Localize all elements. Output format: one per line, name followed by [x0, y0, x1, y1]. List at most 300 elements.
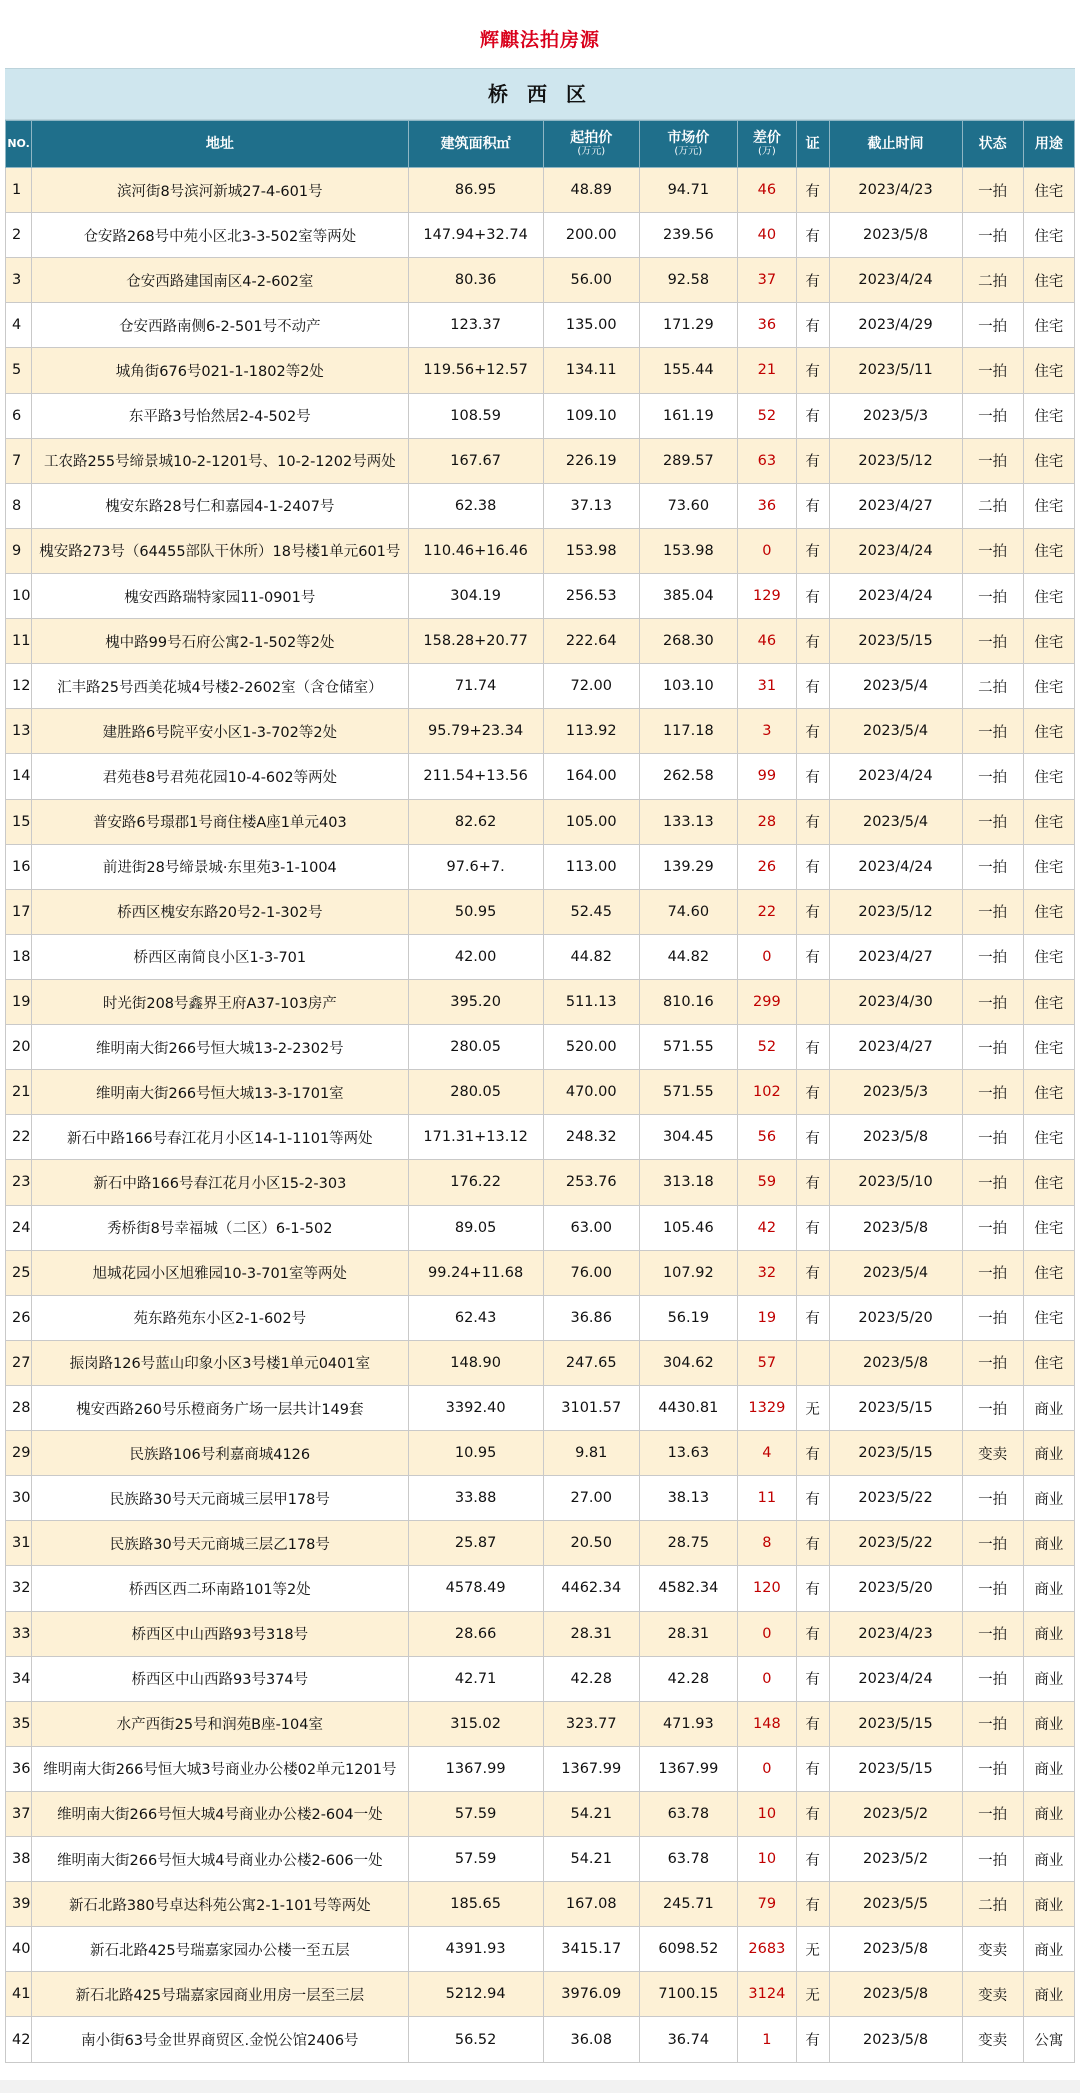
- area-cell: 123.37: [408, 303, 543, 348]
- deadline-cell: 2023/4/29: [829, 303, 962, 348]
- cert-cell: 有: [796, 1791, 829, 1836]
- table-row: [6, 348, 1075, 393]
- diff-cell: 10: [737, 1837, 796, 1882]
- deadline-cell: 2023/5/10: [829, 1160, 962, 1205]
- row-number: 3: [6, 258, 32, 303]
- market-price-cell: 4582.34: [639, 1566, 737, 1611]
- table-row: [6, 1521, 1075, 1566]
- address-cell: 工农路255号缔景城10-2-1201号、10-2-1202号两处: [32, 438, 408, 483]
- status-cell: 一拍: [962, 709, 1023, 754]
- usage-cell: 住宅: [1023, 664, 1074, 709]
- status-cell: 一拍: [962, 1746, 1023, 1791]
- usage-cell: 商业: [1023, 1656, 1074, 1701]
- deadline-cell: 2023/4/23: [829, 1611, 962, 1656]
- row-number: 2: [6, 213, 32, 258]
- table-row: [6, 1295, 1075, 1340]
- usage-cell: 商业: [1023, 1927, 1074, 1972]
- address-cell: 水产西街25号和润苑B座-104室: [32, 1701, 408, 1746]
- diff-cell: 52: [737, 393, 796, 438]
- address-cell: 普安路6号璟郡1号商住楼A座1单元403: [32, 799, 408, 844]
- market-price-cell: 44.82: [639, 934, 737, 979]
- usage-cell: 商业: [1023, 1521, 1074, 1566]
- row-number: 38: [6, 1837, 32, 1882]
- table-row: [6, 1340, 1075, 1385]
- deadline-cell: 2023/4/24: [829, 258, 962, 303]
- diff-cell: 26: [737, 844, 796, 889]
- status-cell: 一拍: [962, 889, 1023, 934]
- market-price-cell: 36.74: [639, 2017, 737, 2062]
- address-cell: 君苑巷8号君苑花园10-4-602等两处: [32, 754, 408, 799]
- usage-cell: 住宅: [1023, 1115, 1074, 1160]
- diff-cell: 57: [737, 1340, 796, 1385]
- market-price-cell: 313.18: [639, 1160, 737, 1205]
- address-cell: 维明南大街266号恒大城13-3-1701室: [32, 1070, 408, 1115]
- diff-cell: 1: [737, 2017, 796, 2062]
- usage-cell: 住宅: [1023, 528, 1074, 573]
- diff-cell: 40: [737, 213, 796, 258]
- cert-cell: 有: [796, 1611, 829, 1656]
- area-cell: 1367.99: [408, 1746, 543, 1791]
- address-cell: 维明南大街266号恒大城3号商业办公楼02单元1201号: [32, 1746, 408, 1791]
- area-cell: 4578.49: [408, 1566, 543, 1611]
- start-price-cell: 54.21: [543, 1791, 639, 1836]
- table-row: [6, 573, 1075, 618]
- usage-cell: 商业: [1023, 1385, 1074, 1430]
- cert-cell: 有: [796, 1025, 829, 1070]
- deadline-cell: 2023/5/12: [829, 889, 962, 934]
- market-price-cell: 245.71: [639, 1882, 737, 1927]
- cert-cell: 无: [796, 1385, 829, 1430]
- status-cell: 一拍: [962, 1295, 1023, 1340]
- deadline-cell: 2023/5/20: [829, 1295, 962, 1340]
- diff-cell: 129: [737, 573, 796, 618]
- usage-cell: 住宅: [1023, 168, 1074, 213]
- diff-cell: 79: [737, 1882, 796, 1927]
- listing-table: [5, 120, 1075, 2063]
- area-cell: 71.74: [408, 664, 543, 709]
- cert-cell: 有: [796, 168, 829, 213]
- deadline-cell: 2023/5/4: [829, 799, 962, 844]
- usage-cell: 住宅: [1023, 1250, 1074, 1295]
- market-price-cell: 571.55: [639, 1025, 737, 1070]
- diff-cell: 120: [737, 1566, 796, 1611]
- usage-cell: 商业: [1023, 1701, 1074, 1746]
- table-row: [6, 303, 1075, 348]
- deadline-cell: 2023/5/8: [829, 2017, 962, 2062]
- area-cell: 28.66: [408, 1611, 543, 1656]
- area-cell: 25.87: [408, 1521, 543, 1566]
- cert-cell: 有: [796, 1476, 829, 1521]
- cert-cell: 有: [796, 844, 829, 889]
- cert-cell: 有: [796, 1295, 829, 1340]
- area-cell: 57.59: [408, 1791, 543, 1836]
- usage-cell: 住宅: [1023, 799, 1074, 844]
- table-row: [6, 799, 1075, 844]
- table-row: [6, 1250, 1075, 1295]
- cert-cell: 有: [796, 2017, 829, 2062]
- diff-cell: 0: [737, 934, 796, 979]
- address-cell: 城角街676号021-1-1802等2处: [32, 348, 408, 393]
- row-number: 1: [6, 168, 32, 213]
- row-number: 24: [6, 1205, 32, 1250]
- row-number: 26: [6, 1295, 32, 1340]
- start-price-cell: 253.76: [543, 1160, 639, 1205]
- address-cell: 维明南大街266号恒大城4号商业办公楼2-606一处: [32, 1837, 408, 1882]
- col-cert: 证: [796, 121, 829, 168]
- row-number: 30: [6, 1476, 32, 1521]
- row-number: 28: [6, 1385, 32, 1430]
- area-cell: 95.79+23.34: [408, 709, 543, 754]
- status-cell: 一拍: [962, 979, 1023, 1024]
- district-header: 桥 西 区: [5, 68, 1075, 120]
- address-cell: 汇丰路25号西美花城4号楼2-2602室（含仓储室）: [32, 664, 408, 709]
- table-row: [6, 1070, 1075, 1115]
- table-row: [6, 709, 1075, 754]
- area-cell: 89.05: [408, 1205, 543, 1250]
- diff-cell: 1329: [737, 1385, 796, 1430]
- address-cell: 桥西区西二环南路101等2处: [32, 1566, 408, 1611]
- usage-cell: 商业: [1023, 1566, 1074, 1611]
- market-price-cell: 103.10: [639, 664, 737, 709]
- start-price-cell: 248.32: [543, 1115, 639, 1160]
- area-cell: 62.43: [408, 1295, 543, 1340]
- status-cell: 变卖: [962, 1972, 1023, 2017]
- status-cell: 一拍: [962, 1340, 1023, 1385]
- col-area: 建筑面积㎡: [408, 121, 543, 168]
- table-row: [6, 1385, 1075, 1430]
- col-start-price: 起拍价 (万元): [543, 121, 639, 168]
- deadline-cell: 2023/4/27: [829, 1025, 962, 1070]
- start-price-cell: 52.45: [543, 889, 639, 934]
- cert-cell: 有: [796, 1882, 829, 1927]
- address-cell: 建胜路6号院平安小区1-3-702等2处: [32, 709, 408, 754]
- start-price-cell: 54.21: [543, 1837, 639, 1882]
- row-number: 35: [6, 1701, 32, 1746]
- usage-cell: 住宅: [1023, 754, 1074, 799]
- row-number: 9: [6, 528, 32, 573]
- diff-cell: 42: [737, 1205, 796, 1250]
- usage-cell: 住宅: [1023, 438, 1074, 483]
- market-price-cell: 289.57: [639, 438, 737, 483]
- cert-cell: 有: [796, 348, 829, 393]
- deadline-cell: 2023/5/15: [829, 1701, 962, 1746]
- start-price-cell: 247.65: [543, 1340, 639, 1385]
- status-cell: 一拍: [962, 1205, 1023, 1250]
- start-price-cell: 28.31: [543, 1611, 639, 1656]
- start-price-cell: 113.00: [543, 844, 639, 889]
- area-cell: 50.95: [408, 889, 543, 934]
- deadline-cell: 2023/5/8: [829, 1205, 962, 1250]
- deadline-cell: 2023/4/24: [829, 573, 962, 618]
- usage-cell: 住宅: [1023, 844, 1074, 889]
- col-market-price: 市场价 (万元): [639, 121, 737, 168]
- address-cell: 民族路106号利嘉商城4126: [32, 1431, 408, 1476]
- col-diff: 差价 (万): [737, 121, 796, 168]
- area-cell: 315.02: [408, 1701, 543, 1746]
- row-number: 10: [6, 573, 32, 618]
- diff-cell: 37: [737, 258, 796, 303]
- row-number: 21: [6, 1070, 32, 1115]
- table-row: [6, 844, 1075, 889]
- status-cell: 一拍: [962, 303, 1023, 348]
- status-cell: 一拍: [962, 1566, 1023, 1611]
- status-cell: 一拍: [962, 619, 1023, 664]
- market-price-cell: 105.46: [639, 1205, 737, 1250]
- row-number: 33: [6, 1611, 32, 1656]
- usage-cell: 住宅: [1023, 934, 1074, 979]
- row-number: 16: [6, 844, 32, 889]
- diff-cell: 299: [737, 979, 796, 1024]
- status-cell: 一拍: [962, 528, 1023, 573]
- cert-cell: 有: [796, 1431, 829, 1476]
- cert-cell: 有: [796, 303, 829, 348]
- status-cell: 一拍: [962, 844, 1023, 889]
- status-cell: 变卖: [962, 1927, 1023, 1972]
- diff-cell: 148: [737, 1701, 796, 1746]
- usage-cell: 住宅: [1023, 709, 1074, 754]
- cert-cell: 有: [796, 1837, 829, 1882]
- market-price-cell: 471.93: [639, 1701, 737, 1746]
- market-price-cell: 153.98: [639, 528, 737, 573]
- status-cell: 二拍: [962, 1882, 1023, 1927]
- page-title: 辉麒法拍房源: [5, 0, 1075, 68]
- status-cell: 一拍: [962, 168, 1023, 213]
- start-price-cell: 200.00: [543, 213, 639, 258]
- table-body: [6, 168, 1075, 2063]
- row-number: 14: [6, 754, 32, 799]
- address-cell: 桥西区槐安东路20号2-1-302号: [32, 889, 408, 934]
- address-cell: 槐安西路瑞特家园11-0901号: [32, 573, 408, 618]
- diff-cell: 31: [737, 664, 796, 709]
- table-row: [6, 1115, 1075, 1160]
- table-row: [6, 1701, 1075, 1746]
- area-cell: 280.05: [408, 1025, 543, 1070]
- usage-cell: 住宅: [1023, 213, 1074, 258]
- usage-cell: 住宅: [1023, 258, 1074, 303]
- status-cell: 一拍: [962, 1611, 1023, 1656]
- start-price-cell: 63.00: [543, 1205, 639, 1250]
- usage-cell: 住宅: [1023, 979, 1074, 1024]
- table-row: [6, 1160, 1075, 1205]
- deadline-cell: 2023/5/4: [829, 709, 962, 754]
- address-cell: 秀桥街8号幸福城（二区）6-1-502: [32, 1205, 408, 1250]
- deadline-cell: 2023/4/24: [829, 754, 962, 799]
- usage-cell: 住宅: [1023, 348, 1074, 393]
- deadline-cell: 2023/4/27: [829, 483, 962, 528]
- area-cell: 33.88: [408, 1476, 543, 1521]
- diff-cell: 102: [737, 1070, 796, 1115]
- table-row: [6, 1205, 1075, 1250]
- row-number: 12: [6, 664, 32, 709]
- start-price-cell: 36.08: [543, 2017, 639, 2062]
- table-row: [6, 393, 1075, 438]
- col-status: 状态: [962, 121, 1023, 168]
- diff-cell: 3: [737, 709, 796, 754]
- usage-cell: 商业: [1023, 1476, 1074, 1521]
- deadline-cell: 2023/5/4: [829, 1250, 962, 1295]
- table-row: [6, 1431, 1075, 1476]
- area-cell: 42.71: [408, 1656, 543, 1701]
- status-cell: 一拍: [962, 754, 1023, 799]
- start-price-cell: 37.13: [543, 483, 639, 528]
- table-row: [6, 1746, 1075, 1791]
- market-price-cell: 28.75: [639, 1521, 737, 1566]
- deadline-cell: 2023/5/2: [829, 1837, 962, 1882]
- deadline-cell: 2023/5/22: [829, 1476, 962, 1521]
- deadline-cell: 2023/5/2: [829, 1791, 962, 1836]
- row-number: 8: [6, 483, 32, 528]
- area-cell: 211.54+13.56: [408, 754, 543, 799]
- diff-cell: 99: [737, 754, 796, 799]
- address-cell: 仓安西路建国南区4-2-602室: [32, 258, 408, 303]
- deadline-cell: 2023/5/15: [829, 619, 962, 664]
- market-price-cell: 385.04: [639, 573, 737, 618]
- table-row: [6, 1025, 1075, 1070]
- diff-cell: 4: [737, 1431, 796, 1476]
- row-number: 19: [6, 979, 32, 1024]
- usage-cell: 住宅: [1023, 1295, 1074, 1340]
- cert-cell: 有: [796, 889, 829, 934]
- market-price-cell: 28.31: [639, 1611, 737, 1656]
- status-cell: 一拍: [962, 1025, 1023, 1070]
- usage-cell: 住宅: [1023, 1025, 1074, 1070]
- cert-cell: 有: [796, 1656, 829, 1701]
- diff-cell: 0: [737, 1656, 796, 1701]
- row-number: 5: [6, 348, 32, 393]
- usage-cell: 商业: [1023, 1972, 1074, 2017]
- deadline-cell: 2023/4/24: [829, 844, 962, 889]
- address-cell: 槐中路99号石府公寓2-1-502等2处: [32, 619, 408, 664]
- status-cell: 一拍: [962, 1070, 1023, 1115]
- market-price-cell: 304.45: [639, 1115, 737, 1160]
- area-cell: 167.67: [408, 438, 543, 483]
- usage-cell: 商业: [1023, 1837, 1074, 1882]
- area-cell: 42.00: [408, 934, 543, 979]
- start-price-cell: 36.86: [543, 1295, 639, 1340]
- cert-cell: 有: [796, 1521, 829, 1566]
- usage-cell: 商业: [1023, 1791, 1074, 1836]
- status-cell: 一拍: [962, 1160, 1023, 1205]
- market-price-cell: 4430.81: [639, 1385, 737, 1430]
- deadline-cell: 2023/5/15: [829, 1385, 962, 1430]
- market-price-cell: 1367.99: [639, 1746, 737, 1791]
- cert-cell: 有: [796, 393, 829, 438]
- deadline-cell: 2023/5/8: [829, 1927, 962, 1972]
- start-price-cell: 3415.17: [543, 1927, 639, 1972]
- start-price-cell: 470.00: [543, 1070, 639, 1115]
- deadline-cell: 2023/4/30: [829, 979, 962, 1024]
- usage-cell: 商业: [1023, 1611, 1074, 1656]
- row-number: 25: [6, 1250, 32, 1295]
- status-cell: 二拍: [962, 664, 1023, 709]
- start-price-cell: 42.28: [543, 1656, 639, 1701]
- address-cell: 新石北路380号卓达科苑公寓2-1-101号等两处: [32, 1882, 408, 1927]
- deadline-cell: 2023/4/24: [829, 1656, 962, 1701]
- cert-cell: 有: [796, 1205, 829, 1250]
- status-cell: 一拍: [962, 1656, 1023, 1701]
- diff-cell: 0: [737, 1611, 796, 1656]
- cert-cell: 有: [796, 1115, 829, 1160]
- diff-cell: 46: [737, 619, 796, 664]
- col-no: NO.: [6, 121, 32, 168]
- deadline-cell: 2023/5/8: [829, 213, 962, 258]
- cert-cell: 有: [796, 528, 829, 573]
- market-price-cell: 56.19: [639, 1295, 737, 1340]
- deadline-cell: 2023/5/15: [829, 1746, 962, 1791]
- row-number: 31: [6, 1521, 32, 1566]
- area-cell: 62.38: [408, 483, 543, 528]
- diff-cell: 2683: [737, 1927, 796, 1972]
- start-price-cell: 109.10: [543, 393, 639, 438]
- market-price-cell: 6098.52: [639, 1927, 737, 1972]
- start-price-cell: 3976.09: [543, 1972, 639, 2017]
- table-row: [6, 619, 1075, 664]
- area-cell: 280.05: [408, 1070, 543, 1115]
- status-cell: 一拍: [962, 573, 1023, 618]
- start-price-cell: 153.98: [543, 528, 639, 573]
- table-row: [6, 168, 1075, 213]
- market-price-cell: 63.78: [639, 1791, 737, 1836]
- table-row: [6, 483, 1075, 528]
- cert-cell: 有: [796, 934, 829, 979]
- start-price-cell: 256.53: [543, 573, 639, 618]
- address-cell: 维明南大街266号恒大城13-2-2302号: [32, 1025, 408, 1070]
- row-number: 32: [6, 1566, 32, 1611]
- table-row: [6, 258, 1075, 303]
- status-cell: 一拍: [962, 213, 1023, 258]
- table-row: [6, 438, 1075, 483]
- address-cell: 振岗路126号蓝山印象小区3号楼1单元0401室: [32, 1340, 408, 1385]
- status-cell: 一拍: [962, 934, 1023, 979]
- cert-cell: 有: [796, 1160, 829, 1205]
- listing-sheet: [5, 0, 1075, 2063]
- row-number: 18: [6, 934, 32, 979]
- diff-cell: 22: [737, 889, 796, 934]
- area-cell: 148.90: [408, 1340, 543, 1385]
- address-cell: 桥西区中山西路93号318号: [32, 1611, 408, 1656]
- row-number: 40: [6, 1927, 32, 1972]
- start-price-cell: 1367.99: [543, 1746, 639, 1791]
- area-cell: 10.95: [408, 1431, 543, 1476]
- row-number: 13: [6, 709, 32, 754]
- status-cell: 一拍: [962, 799, 1023, 844]
- diff-cell: 0: [737, 1746, 796, 1791]
- address-cell: 民族路30号天元商城三层乙178号: [32, 1521, 408, 1566]
- table-row: [6, 1972, 1075, 2017]
- status-cell: 一拍: [962, 1701, 1023, 1746]
- market-price-cell: 133.13: [639, 799, 737, 844]
- deadline-cell: 2023/5/3: [829, 1070, 962, 1115]
- area-cell: 86.95: [408, 168, 543, 213]
- start-price-cell: 511.13: [543, 979, 639, 1024]
- start-price-cell: 105.00: [543, 799, 639, 844]
- table-row: [6, 2017, 1075, 2062]
- cert-cell: 有: [796, 1250, 829, 1295]
- table-header-row: [6, 121, 1075, 168]
- col-usage: 用途: [1023, 121, 1074, 168]
- diff-cell: 28: [737, 799, 796, 844]
- deadline-cell: 2023/5/8: [829, 1340, 962, 1385]
- cert-cell: 无: [796, 1927, 829, 1972]
- market-price-cell: 161.19: [639, 393, 737, 438]
- status-cell: 一拍: [962, 1115, 1023, 1160]
- usage-cell: 住宅: [1023, 573, 1074, 618]
- usage-cell: 住宅: [1023, 393, 1074, 438]
- table-row: [6, 1791, 1075, 1836]
- row-number: 37: [6, 1791, 32, 1836]
- bottom-strip: [0, 2080, 1080, 2093]
- table-row: [6, 1476, 1075, 1521]
